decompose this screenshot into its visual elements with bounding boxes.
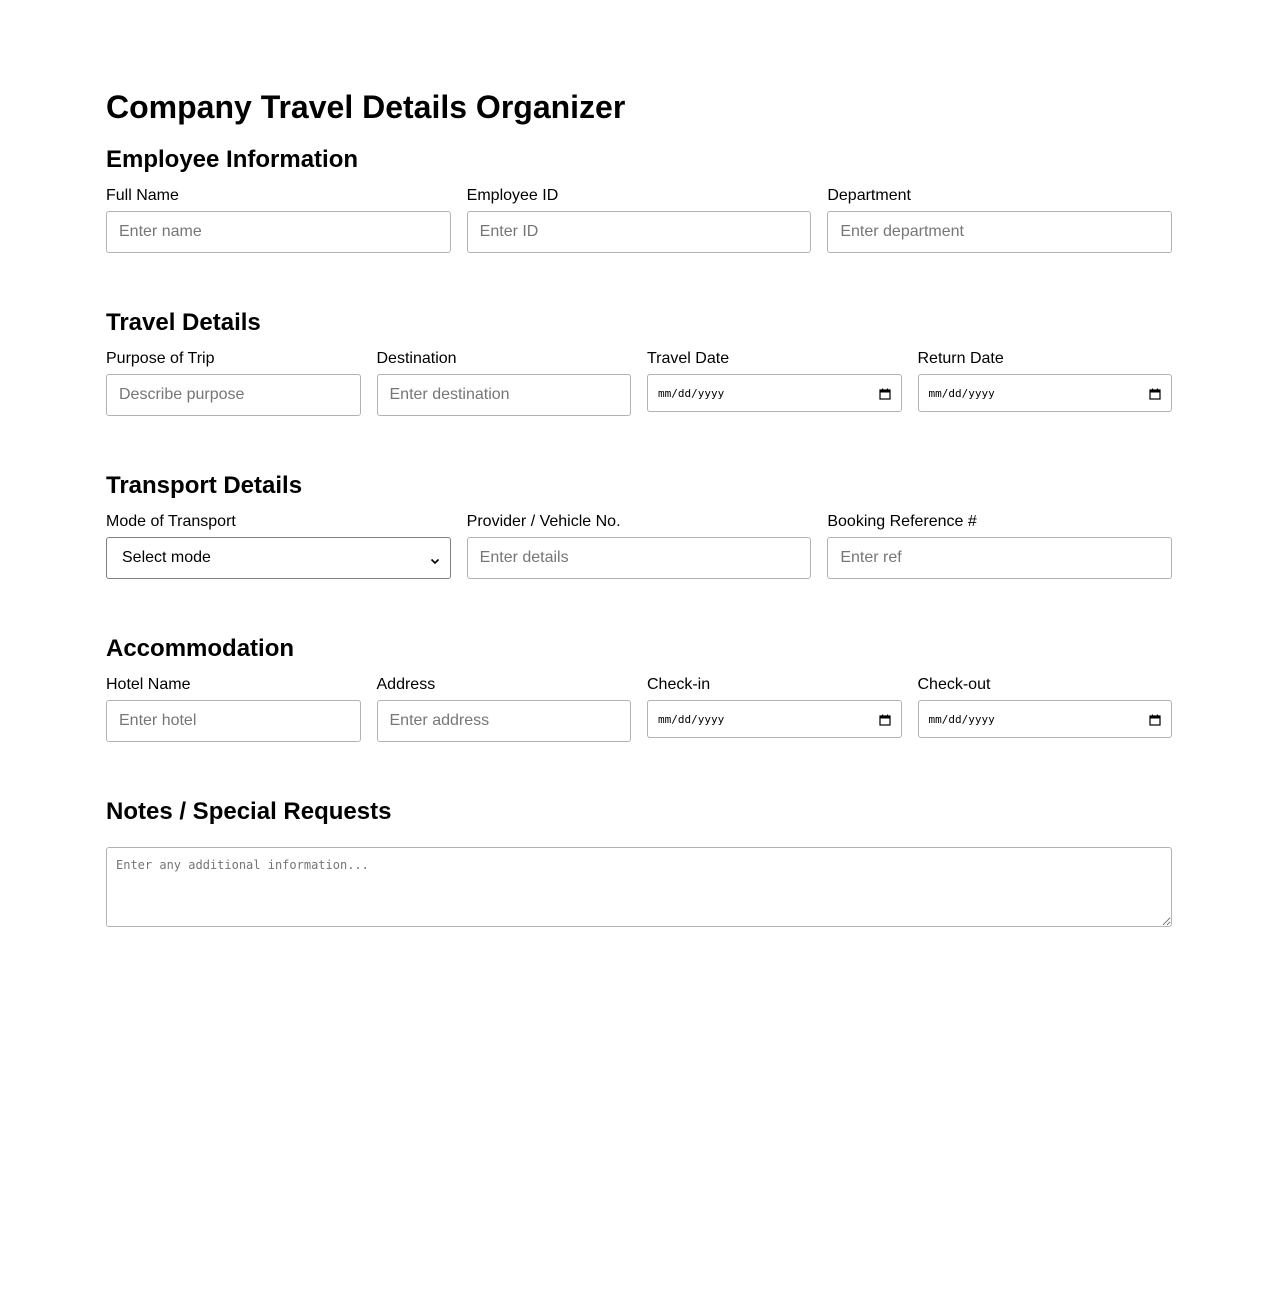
employee-id-input[interactable] bbox=[467, 211, 812, 253]
transport-fields-row bbox=[106, 513, 1172, 579]
employee-id-field bbox=[467, 187, 812, 253]
mode-field bbox=[106, 513, 451, 579]
notes-textarea[interactable] bbox=[106, 847, 1172, 927]
employee-information-section bbox=[106, 145, 1172, 253]
mode-select-value: Select mode bbox=[122, 549, 211, 566]
section-title-notes: Notes / Special Requests bbox=[106, 798, 392, 825]
travel-date-value: mm/dd/yyyy bbox=[658, 386, 725, 400]
provider-field bbox=[467, 513, 812, 579]
check-in-label: Check-in bbox=[647, 676, 711, 693]
purpose-input[interactable] bbox=[106, 374, 361, 416]
hotel-field bbox=[106, 676, 361, 742]
section-title-accommodation: Accommodation bbox=[106, 635, 295, 662]
check-in-field bbox=[647, 676, 902, 742]
section-title-travel-details: Travel Details bbox=[106, 309, 261, 336]
address-label: Address bbox=[376, 676, 436, 693]
return-date-value: mm/dd/yyyy bbox=[928, 386, 995, 400]
booking-ref-field bbox=[827, 513, 1172, 579]
hotel-label: Hotel Name bbox=[106, 676, 191, 693]
employee-fields-row bbox=[106, 187, 1172, 253]
calendar-icon[interactable] bbox=[879, 387, 891, 399]
purpose-field bbox=[106, 350, 361, 416]
notes-section bbox=[106, 797, 1172, 927]
travel-details-section bbox=[106, 308, 1172, 416]
travel-fields-row bbox=[106, 350, 1172, 416]
check-out-value: mm/dd/yyyy bbox=[928, 712, 995, 726]
calendar-icon[interactable] bbox=[1149, 387, 1161, 399]
check-in-value: mm/dd/yyyy bbox=[658, 712, 725, 726]
page-title: Company Travel Details Organizer bbox=[106, 89, 626, 125]
booking-ref-input[interactable] bbox=[827, 537, 1172, 579]
accommodation-fields-row bbox=[106, 676, 1172, 742]
provider-input[interactable] bbox=[467, 537, 812, 579]
hotel-input[interactable] bbox=[106, 700, 361, 742]
mode-select[interactable] bbox=[106, 537, 451, 579]
travel-date-input[interactable] bbox=[647, 374, 902, 412]
purpose-label: Purpose of Trip bbox=[106, 350, 215, 367]
accommodation-section bbox=[106, 634, 1172, 742]
check-out-field bbox=[918, 676, 1173, 742]
chevron-down-icon bbox=[430, 553, 440, 563]
department-field bbox=[827, 187, 1172, 253]
address-field bbox=[377, 676, 632, 742]
check-out-label: Check-out bbox=[917, 676, 991, 693]
calendar-icon[interactable] bbox=[879, 713, 891, 725]
department-label: Department bbox=[827, 187, 911, 204]
section-title-transport-details: Transport Details bbox=[106, 472, 303, 499]
calendar-icon[interactable] bbox=[1149, 713, 1161, 725]
department-input[interactable] bbox=[827, 211, 1172, 253]
check-out-input[interactable] bbox=[918, 700, 1173, 738]
full-name-label: Full Name bbox=[106, 187, 179, 204]
travel-date-field bbox=[647, 350, 902, 416]
check-in-input[interactable] bbox=[647, 700, 902, 738]
destination-input[interactable] bbox=[377, 374, 632, 416]
mode-label: Mode of Transport bbox=[106, 513, 236, 530]
full-name-input[interactable] bbox=[106, 211, 451, 253]
address-input[interactable] bbox=[377, 700, 632, 742]
employee-id-label: Employee ID bbox=[466, 187, 559, 204]
transport-details-section bbox=[106, 471, 1172, 579]
return-date-input[interactable] bbox=[918, 374, 1173, 412]
destination-field bbox=[377, 350, 632, 416]
section-title-employee-information: Employee Information bbox=[106, 146, 359, 173]
return-date-field bbox=[918, 350, 1173, 416]
return-date-label: Return Date bbox=[917, 350, 1004, 367]
booking-ref-label: Booking Reference # bbox=[827, 513, 977, 530]
provider-label: Provider / Vehicle No. bbox=[466, 513, 621, 530]
travel-date-label: Travel Date bbox=[647, 350, 730, 367]
full-name-field bbox=[106, 187, 451, 253]
destination-label: Destination bbox=[376, 350, 457, 367]
